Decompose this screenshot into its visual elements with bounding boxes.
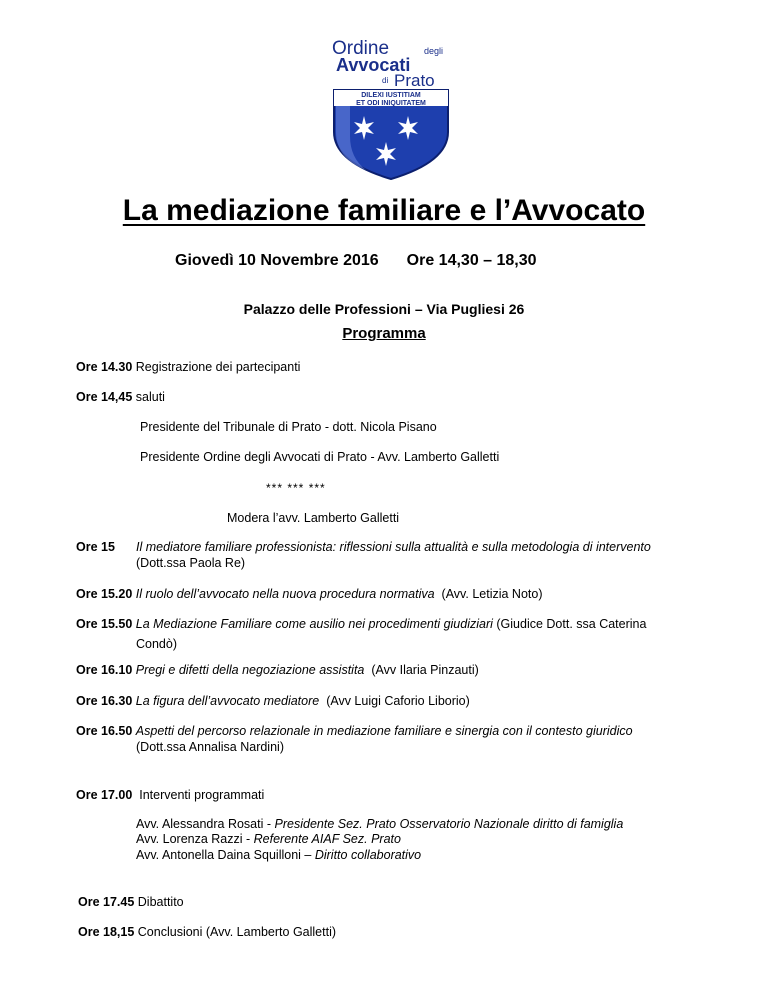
programma-heading: Programma	[342, 325, 426, 342]
row-time: Ore 16.30	[76, 694, 133, 708]
logo-avvocati: Avvocati	[336, 55, 411, 75]
program-row-11	[78, 925, 336, 939]
speaker: (Giudice Dott. ssa Caterina	[496, 617, 647, 631]
moderator: Modera l’avv. Lamberto Galletti	[227, 511, 400, 525]
intervento-role: Presidente Sez. Prato Osservatorio Nazionale diritto di famiglia	[274, 817, 624, 831]
program-row-7	[76, 694, 470, 708]
event-venue: Palazzo delle Professioni – Via Pugliesi 26	[243, 301, 525, 317]
event-date-time	[175, 252, 537, 270]
program-row-10	[78, 895, 184, 909]
logo-degli: degli	[424, 46, 444, 56]
intervento-name: Avv. Lorenza Razzi -	[136, 832, 251, 846]
program-row-5-speaker-cont: Condò)	[136, 637, 177, 651]
row-time: Ore 14.30	[76, 360, 133, 374]
intervento-name: Avv. Alessandra Rosati -	[136, 817, 272, 831]
row-time: Ore 14,45	[76, 390, 133, 404]
row-text: Registrazione dei partecipanti	[135, 360, 301, 374]
program-row-4	[76, 587, 543, 601]
speaker: (Avv Ilaria Pinzauti)	[371, 663, 479, 677]
intervento-name: Avv. Antonella Daina Squilloni –	[136, 848, 312, 862]
intervento-role: Referente AIAF Sez. Prato	[253, 832, 401, 846]
speaker: (Avv Luigi Caforio Liborio)	[326, 694, 470, 708]
intervento-role: Diritto collaborativo	[314, 848, 422, 862]
saluti-item-2: Presidente Ordine degli Avvocati di Prato - Avv. Lamberto Galletti	[140, 450, 500, 464]
program-row-6	[76, 663, 479, 677]
talk-title: La figura dell’avvocato mediatore	[135, 694, 320, 708]
logo-di: di	[382, 76, 389, 85]
program-row-1	[76, 360, 300, 374]
program-row-9	[76, 788, 264, 802]
program-row-8-speaker: (Dott.ssa Annalisa Nardini)	[136, 740, 284, 754]
talk-title: Pregi e difetti della negoziazione assistita	[135, 663, 365, 677]
separator-stars: *** *** ***	[266, 481, 326, 495]
program-row-3-title	[136, 540, 651, 554]
program-row-8	[76, 724, 633, 738]
page-title: La mediazione familiare e l’Avvocato	[122, 194, 646, 227]
row-text: saluti	[135, 390, 165, 404]
row-text: Dibattito	[137, 895, 184, 909]
ordine-avvocati-logo	[326, 38, 456, 180]
row-time: Ore 15.50	[76, 617, 133, 631]
intervento-3	[136, 848, 421, 862]
event-date: Giovedì 10 Novembre 2016	[175, 252, 379, 269]
row-time: Ore 17.00	[76, 788, 133, 802]
row-time: Ore 15	[76, 540, 115, 554]
intervento-2	[136, 832, 401, 846]
shield-logo-icon	[326, 38, 456, 180]
motto-line2: ET ODI INIQUITATEM	[356, 100, 426, 107]
event-time: Ore 14,30 – 18,30	[406, 252, 537, 269]
talk-title: La Mediazione Familiare come ausilio nei procedimenti giudiziari	[135, 617, 493, 631]
logo-prato: Prato	[394, 71, 435, 90]
talk-title: Il mediatore familiare professionista: riflessioni sulla attualità e sulla metodologia di intervento	[136, 540, 651, 554]
row-time: Ore 18,15	[78, 925, 135, 939]
row-time: Ore 16.10	[76, 663, 133, 677]
intervento-1	[136, 817, 623, 831]
row-time: Ore 17.45	[78, 895, 135, 909]
talk-title: Il ruolo dell’avvocato nella nuova procedura normativa	[135, 587, 435, 601]
row-time: Ore 16.50	[76, 724, 133, 738]
row-time: Ore 15.20	[76, 587, 133, 601]
row-text: Interventi programmati	[139, 788, 265, 802]
row-text: Conclusioni (Avv. Lamberto Galletti)	[137, 925, 337, 939]
talk-title: Aspetti del percorso relazionale in mediazione familiare e sinergia con il contesto giuridico	[135, 724, 633, 738]
program-row-5	[76, 617, 646, 631]
speaker: (Avv. Letizia Noto)	[441, 587, 543, 601]
program-row-3	[76, 540, 115, 554]
logo-ordine: Ordine	[332, 38, 390, 59]
motto-line1: DILEXI IUSTITIAM	[361, 92, 421, 99]
program-row-2	[76, 390, 165, 404]
program-row-3-speaker: (Dott.ssa Paola Re)	[136, 556, 246, 570]
saluti-item-1: Presidente del Tribunale di Prato - dott. Nicola Pisano	[140, 420, 437, 434]
